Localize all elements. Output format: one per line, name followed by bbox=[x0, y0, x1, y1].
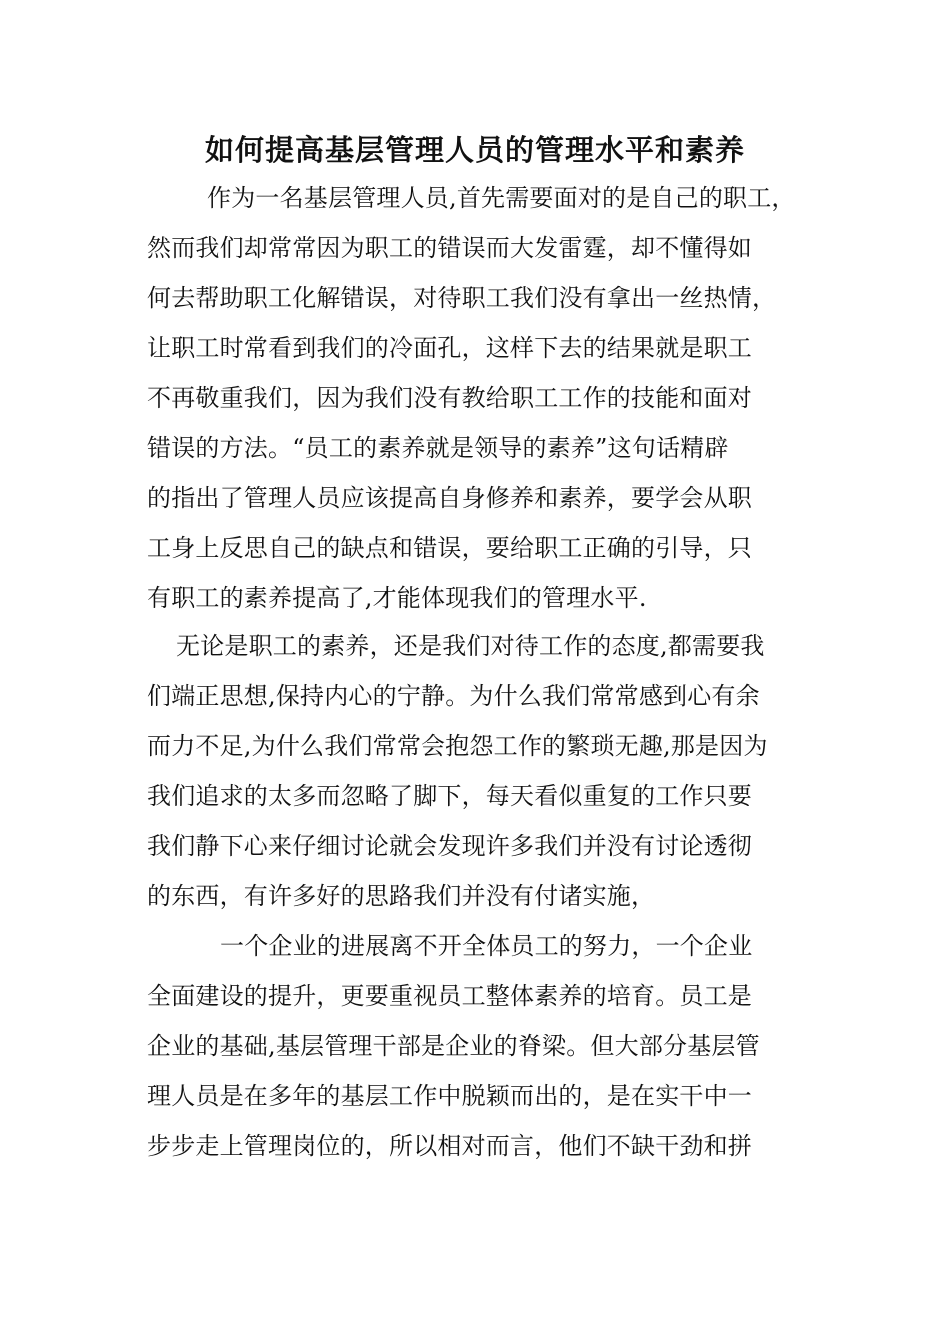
paragraph-line: 一个企业的进展离不开全体员工的努力，一个企业 bbox=[220, 932, 753, 960]
paragraph-line: 企业的基础,基层管理干部是企业的脊梁。但大部分基层管 bbox=[147, 1032, 760, 1060]
paragraph-line: 不再敬重我们，因为我们没有教给职工工作的技能和面对 bbox=[147, 384, 752, 412]
paragraph-line: 我们静下心来仔细讨论就会发现许多我们并没有讨论透彻 bbox=[147, 832, 752, 860]
paragraph-line: 而力不足,为什么我们常常会抱怨工作的繁琐无趣,那是因为 bbox=[147, 732, 768, 760]
paragraph-line: 们端正思想,保持内心的宁静。为什么我们常常感到心有余 bbox=[147, 682, 760, 710]
paragraph-line: 我们追求的太多而忽略了脚下，每天看似重复的工作只要 bbox=[147, 782, 752, 810]
paragraph-line: 错误的方法。“员工的素养就是领导的素养”这句话精辟 bbox=[147, 434, 729, 462]
paragraph-line: 步步走上管理岗位的，所以相对而言，他们不缺干劲和拼 bbox=[147, 1132, 752, 1160]
document-title: 如何提高基层管理人员的管理水平和素养 bbox=[204, 133, 745, 167]
paragraph-line: 理人员是在多年的基层工作中脱颖而出的，是在实干中一 bbox=[147, 1082, 752, 1110]
paragraph-line: 作为一名基层管理人员,首先需要面对的是自己的职工， bbox=[207, 184, 796, 212]
paragraph-line: 然而我们却常常因为职工的错误而大发雷霆，却不懂得如 bbox=[147, 234, 752, 262]
paragraph-line: 工身上反思自己的缺点和错误，要给职工正确的引导，只 bbox=[147, 534, 752, 562]
paragraph-line: 的东西，有许多好的思路我们并没有付诸实施， bbox=[147, 882, 656, 910]
paragraph-line: 何去帮助职工化解错误，对待职工我们没有拿出一丝热情， bbox=[147, 284, 777, 312]
paragraph-line: 的指出了管理人员应该提高自身修养和素养，要学会从职 bbox=[147, 484, 752, 512]
paragraph-line: 全面建设的提升，更要重视员工整体素养的培育。员工是 bbox=[147, 982, 752, 1010]
paragraph-line: 有职工的素养提高了,才能体现我们的管理水平. bbox=[147, 584, 647, 612]
paragraph-line: 让职工时常看到我们的冷面孔，这样下去的结果就是职工 bbox=[147, 334, 752, 362]
paragraph-line: 无论是职工的素养，还是我们对待工作的态度,都需要我 bbox=[176, 632, 765, 660]
